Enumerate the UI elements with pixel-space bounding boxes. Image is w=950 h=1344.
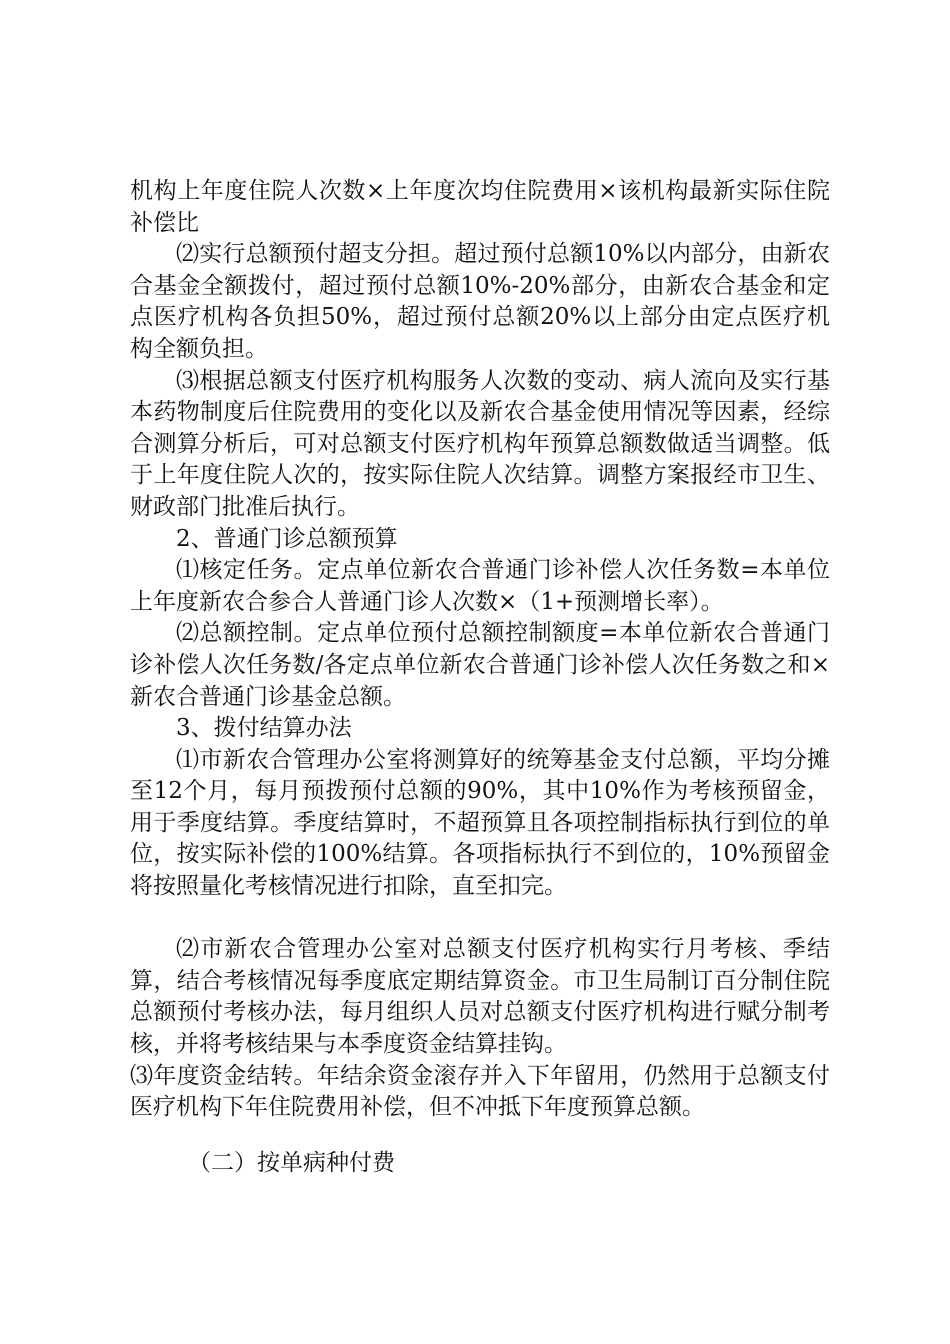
paragraph-monthly-allocation: ⑴市新农合管理办公室将测算好的统筹基金支付总额，平均分摊至12个月，每月预拨预付总额的90%，其中10%作为考核预留金，用于季度结算。季度结算时，不超预算且各项控制指标执行到位的单位，按实际补偿的100%结算。各项指标执行不到位的，10%预留金将按照量化考核情况进行扣除，直至扣完。 xyxy=(130,746,830,900)
section-heading-settlement: 3、拨付结算办法 xyxy=(176,715,352,742)
paragraph-task-verification: ⑴核定任务。定点单位新农合普通门诊补偿人次任务数=本单位上年度新农合参合人普通门诊人次数×（1+预测增长率）。 xyxy=(130,557,830,615)
paragraph-gap xyxy=(130,903,830,935)
paragraph-monthly-assessment: ⑵市新农合管理办公室对总额支付医疗机构实行月考核、季结算，结合考核情况每季度底定期结算资金。市卫生局制订百分制住院总额预付考核办法，每月组织人员对总额支付医疗机构进行赋分制考核，并将考核结果与本季度资金结算挂钩。 xyxy=(130,936,830,1058)
document-body xyxy=(130,176,830,1179)
paragraph-total-control: ⑵总额控制。定点单位预付总额控制额度=本单位新农合普通门诊补偿人次任务数/各定点单位新农合普通门诊补偿人次任务数之和×新农合普通门诊基金总额。 xyxy=(130,620,830,710)
section-heading-outpatient-budget: 2、普通门诊总额预算 xyxy=(176,525,398,552)
paragraph-budget-adjustment: ⑶根据总额支付医疗机构服务人次数的变动、病人流向及实行基本药物制度后住院费用的变化以及新农合基金使用情况等因素，经综合测算分析后，可对总额支付医疗机构年预算总额数做适当调整。低于上年度住院人次的，按实际住院人次结算。调整方案报经市卫生、财政部门批准后执行。 xyxy=(130,367,830,520)
section-heading-single-disease: （二）按单病种付费 xyxy=(188,1149,395,1176)
paragraph-annual-carryover: ⑶年度资金结转。年结余资金滚存并入下年留用，仍然用于总额支付医疗机构下年住院费用补偿，但不冲抵下年度预算总额。 xyxy=(130,1062,830,1121)
paragraph-formula-continuation: 机构上年度住院人次数×上年度次均住院费用×该机构最新实际住院补偿比 xyxy=(130,178,830,236)
paragraph-overspend-sharing: ⑵实行总额预付超支分担。超过预付总额10%以内部分，由新农合基金全额拨付，超过预付总额10%-20%部分，由新农合基金和定点医疗机构各负担50%，超过预付总额20%以上部分由定点医疗机构全额负担。 xyxy=(130,241,830,362)
